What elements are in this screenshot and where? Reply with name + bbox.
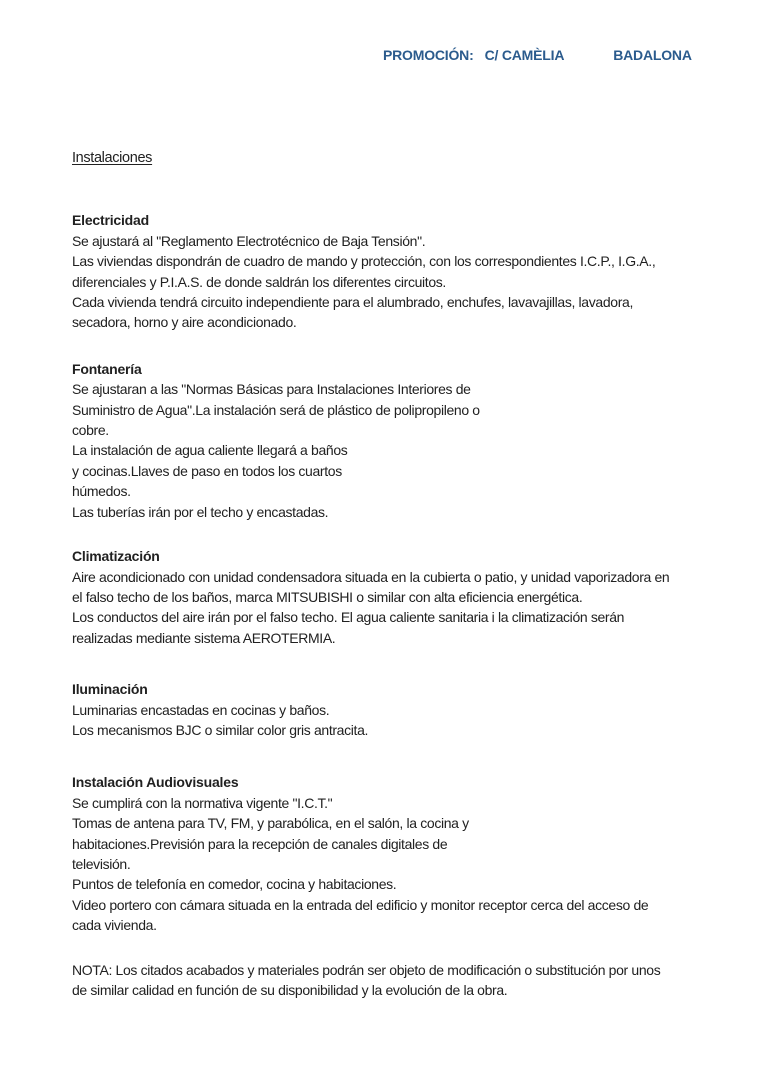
- note-line: de similar calidad en función de su disponibilidad y la evolución de la obra.: [72, 982, 508, 998]
- section-line: cada vivienda.: [72, 917, 157, 934]
- section-climatizacion: [72, 546, 712, 648]
- section-line: diferenciales y P.I.A.S. de donde saldrán los diferentes circuitos.: [72, 273, 446, 290]
- section-line: televisión.: [72, 855, 131, 872]
- section-heading: Electricidad: [72, 212, 149, 229]
- section-line: Los conductos del aire irán por el falso techo. El agua caliente sanitaria i la climatización serán: [72, 609, 625, 626]
- section-line: realizadas mediante sistema AEROTERMIA.: [72, 629, 336, 646]
- note-line: NOTA: Los citados acabados y materiales podrán ser objeto de modificación o substitución por unos: [72, 961, 661, 978]
- section-iluminacion: [72, 679, 712, 740]
- section-line: Se ajustará al "Reglamento Electrotécnico de Baja Tensión".: [72, 232, 426, 249]
- promotion-city: BADALONA: [613, 47, 692, 63]
- section-line: y cocinas.Llaves de paso en todos los cuartos: [72, 462, 342, 479]
- section-line: Video portero con cámara situada en la entrada del edificio y monitor receptor cerca del acceso de: [72, 896, 649, 913]
- section-line: Las viviendas dispondrán de cuadro de mando y protección, con los correspondientes I.C.P., I.G.A.,: [72, 253, 656, 270]
- section-heading: Climatización: [72, 548, 160, 565]
- note-paragraph: [72, 960, 712, 1001]
- section-line: el falso techo de los baños, marca MITSUBISHI o similar con alta eficiencia energética.: [72, 588, 583, 605]
- section-line: Se ajustaran a las "Normas Básicas para Instalaciones Interiores de: [72, 381, 471, 398]
- section-line: Puntos de telefonía en comedor, cocina y habitaciones.: [72, 876, 397, 893]
- section-electricidad: [72, 210, 712, 332]
- section-line: La instalación de agua caliente llegará a baños: [72, 442, 348, 459]
- section-line: Los mecanismos BJC o similar color gris antracita.: [72, 721, 369, 738]
- section-heading: Fontanería: [72, 360, 142, 377]
- section-line: Aire acondicionado con unidad condensadora situada en la cubierta o patio, y unidad vaporizadora en: [72, 568, 670, 585]
- section-line: cobre.: [72, 422, 109, 439]
- section-line: habitaciones.Previsión para la recepción de canales digitales de: [72, 835, 448, 852]
- section-line: Tomas de antena para TV, FM, y parabólica, en el salón, la cocina y: [72, 815, 469, 832]
- section-line: húmedos.: [72, 483, 131, 500]
- section-fontaneria: [72, 359, 712, 522]
- section-audiovisuales: [72, 772, 712, 935]
- section-line: secadora, horno y aire acondicionado.: [72, 314, 297, 331]
- section-line: Suministro de Agua".La instalación será de plástico de polipropileno o: [72, 401, 480, 418]
- promotion-label: PROMOCIÓN:: [383, 47, 474, 63]
- section-line: Se cumplirá con la normativa vigente "I.C.T.": [72, 794, 333, 811]
- page-title-text: Instalaciones: [72, 150, 153, 166]
- page-title: [72, 148, 712, 168]
- section-heading: Iluminación: [72, 681, 148, 698]
- section-line: Las tuberías irán por el techo y encastadas.: [72, 503, 329, 520]
- promotion-street: C/ CAMÈLIA: [484, 47, 565, 63]
- section-line: Luminarias encastadas en cocinas y baños.: [72, 701, 330, 718]
- section-line: Cada vivienda tendrá circuito independiente para el alumbrado, enchufes, lavavajillas, lavadora,: [72, 294, 633, 311]
- section-heading: Instalación Audiovisuales: [72, 774, 239, 791]
- document-body: [72, 0, 712, 1000]
